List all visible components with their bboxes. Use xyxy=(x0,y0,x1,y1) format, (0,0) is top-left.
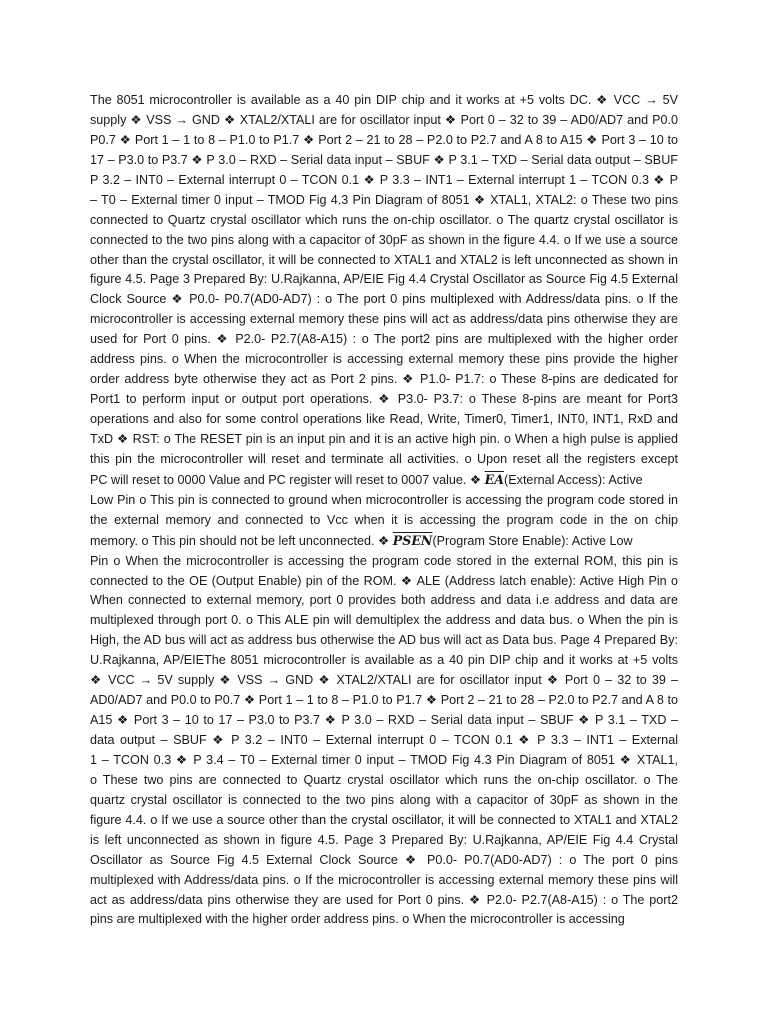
text-line-40: multiplexed with Address/data pins. o If the microcontroller is accessing external memory these pins will xyxy=(90,872,678,887)
text-line-2: supply ❖ VSS → GND ❖ XTAL2/XTALI are for oscillator input ❖ Port 0 – 32 to 39 – AD0/AD7 and P0.0 xyxy=(90,112,678,127)
text-line-22: the external memory and connected to Vcc when it is accessing the program code in the on chip xyxy=(90,512,678,527)
text-line-20-start: PC will reset to 0000 Value and PC register will reset to 0007 value. ❖ xyxy=(90,472,482,487)
text-line-31: AD0/AD7 and P0.0 to P0.7 ❖ Port 1 – 1 to 8 – P1.0 to P1.7 ❖ Port 2 – 21 to 28 – P2.0 to P2.7 and A 8 to xyxy=(90,693,678,708)
text-line-30: ❖ VCC → 5V supply ❖ VSS → GND ❖ XTAL2/XTALI are for oscillator input ❖ Port 0 – 32 to 39 – xyxy=(90,673,678,688)
text-line-13: used for Port 0 pins. ❖ P2.0- P2.7(A8-A15) : o The port2 pins are multiplexed with the higher order xyxy=(90,332,678,347)
text-line-18: TxD ❖ RST: o The RESET pin is an input pin and it is an active high pin. o When a high pulse is applied xyxy=(90,431,678,446)
text-line-23-start: memory. o This pin should not be left unconnected. ❖ xyxy=(90,533,390,548)
text-line-11: Clock Source ❖ P0.0- P0.7(AD0-AD7) : o The port 0 pins multiplexed with Address/data pins. o If the xyxy=(90,292,678,307)
text-line-4: 17 – P3.0 to P3.7 ❖ P 3.0 – RXD – Serial data input – SBUF ❖ P 3.1 – TXD – Serial data output – SBUF xyxy=(90,152,678,167)
text-line-3: P0.7 ❖ Port 1 – 1 to 8 – P1.0 to P1.7 ❖ Port 2 – 21 to 28 – P2.0 to P2.7 and A 8 to A15 ❖ Port 3 – 10 to xyxy=(90,132,678,147)
text-line-21: Low Pin o This pin is connected to ground when microcontroller is accessing the program code stored in xyxy=(90,492,678,507)
text-line-8: connected to the two pins along with a capacitor of 30pF as shown in the figure 4.4. o If we use a source xyxy=(90,232,678,247)
text-line-9: other than the crystal oscillator, it will be connected to XTAL1 and XTAL2 is left unconnected as shown in xyxy=(90,252,678,267)
text-line-33: data output – SBUF ❖ P 3.2 – INT0 – External interrupt 0 – TCON 0.1 ❖ P 3.3 – INT1 – External xyxy=(90,733,678,748)
text-line-23-rest: (Program Store Enable): Active Low xyxy=(432,533,633,548)
text-line-17: operations and also for some control operations like Read, Write, Timer0, Timer1, INT0, INT1, RxD and xyxy=(90,412,678,426)
text-line-14: address pins. o When the microcontroller is accessing external memory these pins provide the higher xyxy=(90,352,678,367)
text-line-7: connected to Quartz crystal oscillator which runs the on-chip oscillator. o The quartz crystal oscillator is xyxy=(90,212,678,227)
text-line-39: Oscillator as Source Fig 4.5 External Clock Source ❖ P0.0- P0.7(AD0-AD7) : o The port 0 pins xyxy=(90,852,678,867)
text-line-10: figure 4.5. Page 3 Prepared By: U.Rajkanna, AP/EIE Fig 4.4 Crystal Oscillator as Source Fig 4.5 External xyxy=(90,272,678,287)
text-line-35: o These two pins are connected to Quartz crystal oscillator which runs the on-chip oscillator. o The xyxy=(90,772,678,787)
psen-pin-symbol: PSEN xyxy=(392,532,433,548)
text-line-16: Port1 to perform input or output port operations. ❖ P3.0- P3.7: o These 8-pins are meant for Port3 xyxy=(90,392,678,407)
text-line-1: The 8051 microcontroller is available as a 40 pin DIP chip and it works at +5 volts DC. ❖ VCC → 5V xyxy=(90,93,678,107)
text-line-19: this pin the microcontroller will reset and terminate all activities. o Upon reset all the registers except xyxy=(90,451,678,466)
text-line-5: P 3.2 – INT0 – External interrupt 0 – TCON 0.1 ❖ P 3.3 – INT1 – External interrupt 1 – TCON 0.3 ❖ P xyxy=(90,172,678,187)
text-line-37: figure 4.4. o If we use a source other than the crystal oscillator, it will be connected to XTAL1 and XTAL2 xyxy=(90,812,678,827)
text-line-36: quartz crystal oscillator is connected to the two pins along with a capacitor of 30pF as shown in the xyxy=(90,792,678,807)
text-line-24: Pin o When the microcontroller is accessing the program code stored in the external ROM, this pin is xyxy=(90,553,678,568)
text-line-29: U.Rajkanna, AP/EIEThe 8051 microcontroller is available as a 40 pin DIP chip and it works at +5 volts xyxy=(90,653,678,668)
text-line-27: multiplexed through port 0. o This ALE pin will demultiplex the address and data bus. o When the pin is xyxy=(90,613,678,628)
text-line-6: – T0 – External timer 0 input – TMOD Fig 4.3 Pin Diagram of 8051 ❖ XTAL1, XTAL2: o These two pins xyxy=(90,192,678,207)
text-line-38: is left unconnected as shown in figure 4.5. Page 3 Prepared By: U.Rajkanna, AP/EIE Fig 4.4 Crystal xyxy=(90,832,678,847)
text-line-15: order address byte otherwise they act as Port 2 pins. ❖ P1.0- P1.7: o These 8-pins are dedicated for xyxy=(90,372,678,387)
document-text xyxy=(90,91,678,930)
text-line-12: microcontroller is accessing external memory these pins will act as address/data pins otherwise they are xyxy=(90,312,678,327)
text-line-28: High, the AD bus will act as address bus otherwise the AD bus will act as Data bus. Page 4 Prepared By: xyxy=(90,633,678,648)
text-line-25: connected to the OE (Output Enable) pin of the ROM. ❖ ALE (Address latch enable): Active High Pin o xyxy=(90,573,678,588)
text-line-34: 1 – TCON 0.3 ❖ P 3.4 – T0 – External timer 0 input – TMOD Fig 4.3 Pin Diagram of 8051 ❖ XTAL1, xyxy=(90,752,678,767)
text-line-42: pins are multiplexed with the higher order address pins. o When the microcontroller is accessing xyxy=(90,912,625,927)
text-line-20 xyxy=(90,470,678,491)
text-line-23 xyxy=(90,531,678,552)
text-line-41: act as address/data pins otherwise they are used for Port 0 pins. ❖ P2.0- P2.7(A8-A15) : o The port2 xyxy=(90,892,678,907)
text-line-32: A15 ❖ Port 3 – 10 to 17 – P3.0 to P3.7 ❖ P 3.0 – RXD – Serial data input – SBUF ❖ P 3.1 – TXD – xyxy=(90,713,678,728)
ea-pin-symbol: $\overline{EA}$ xyxy=(484,471,505,487)
text-line-26: When connected to external memory, port 0 provides both address and data i.e address and data are xyxy=(90,593,678,608)
text-line-20-rest: (External Access): Active xyxy=(504,472,643,487)
